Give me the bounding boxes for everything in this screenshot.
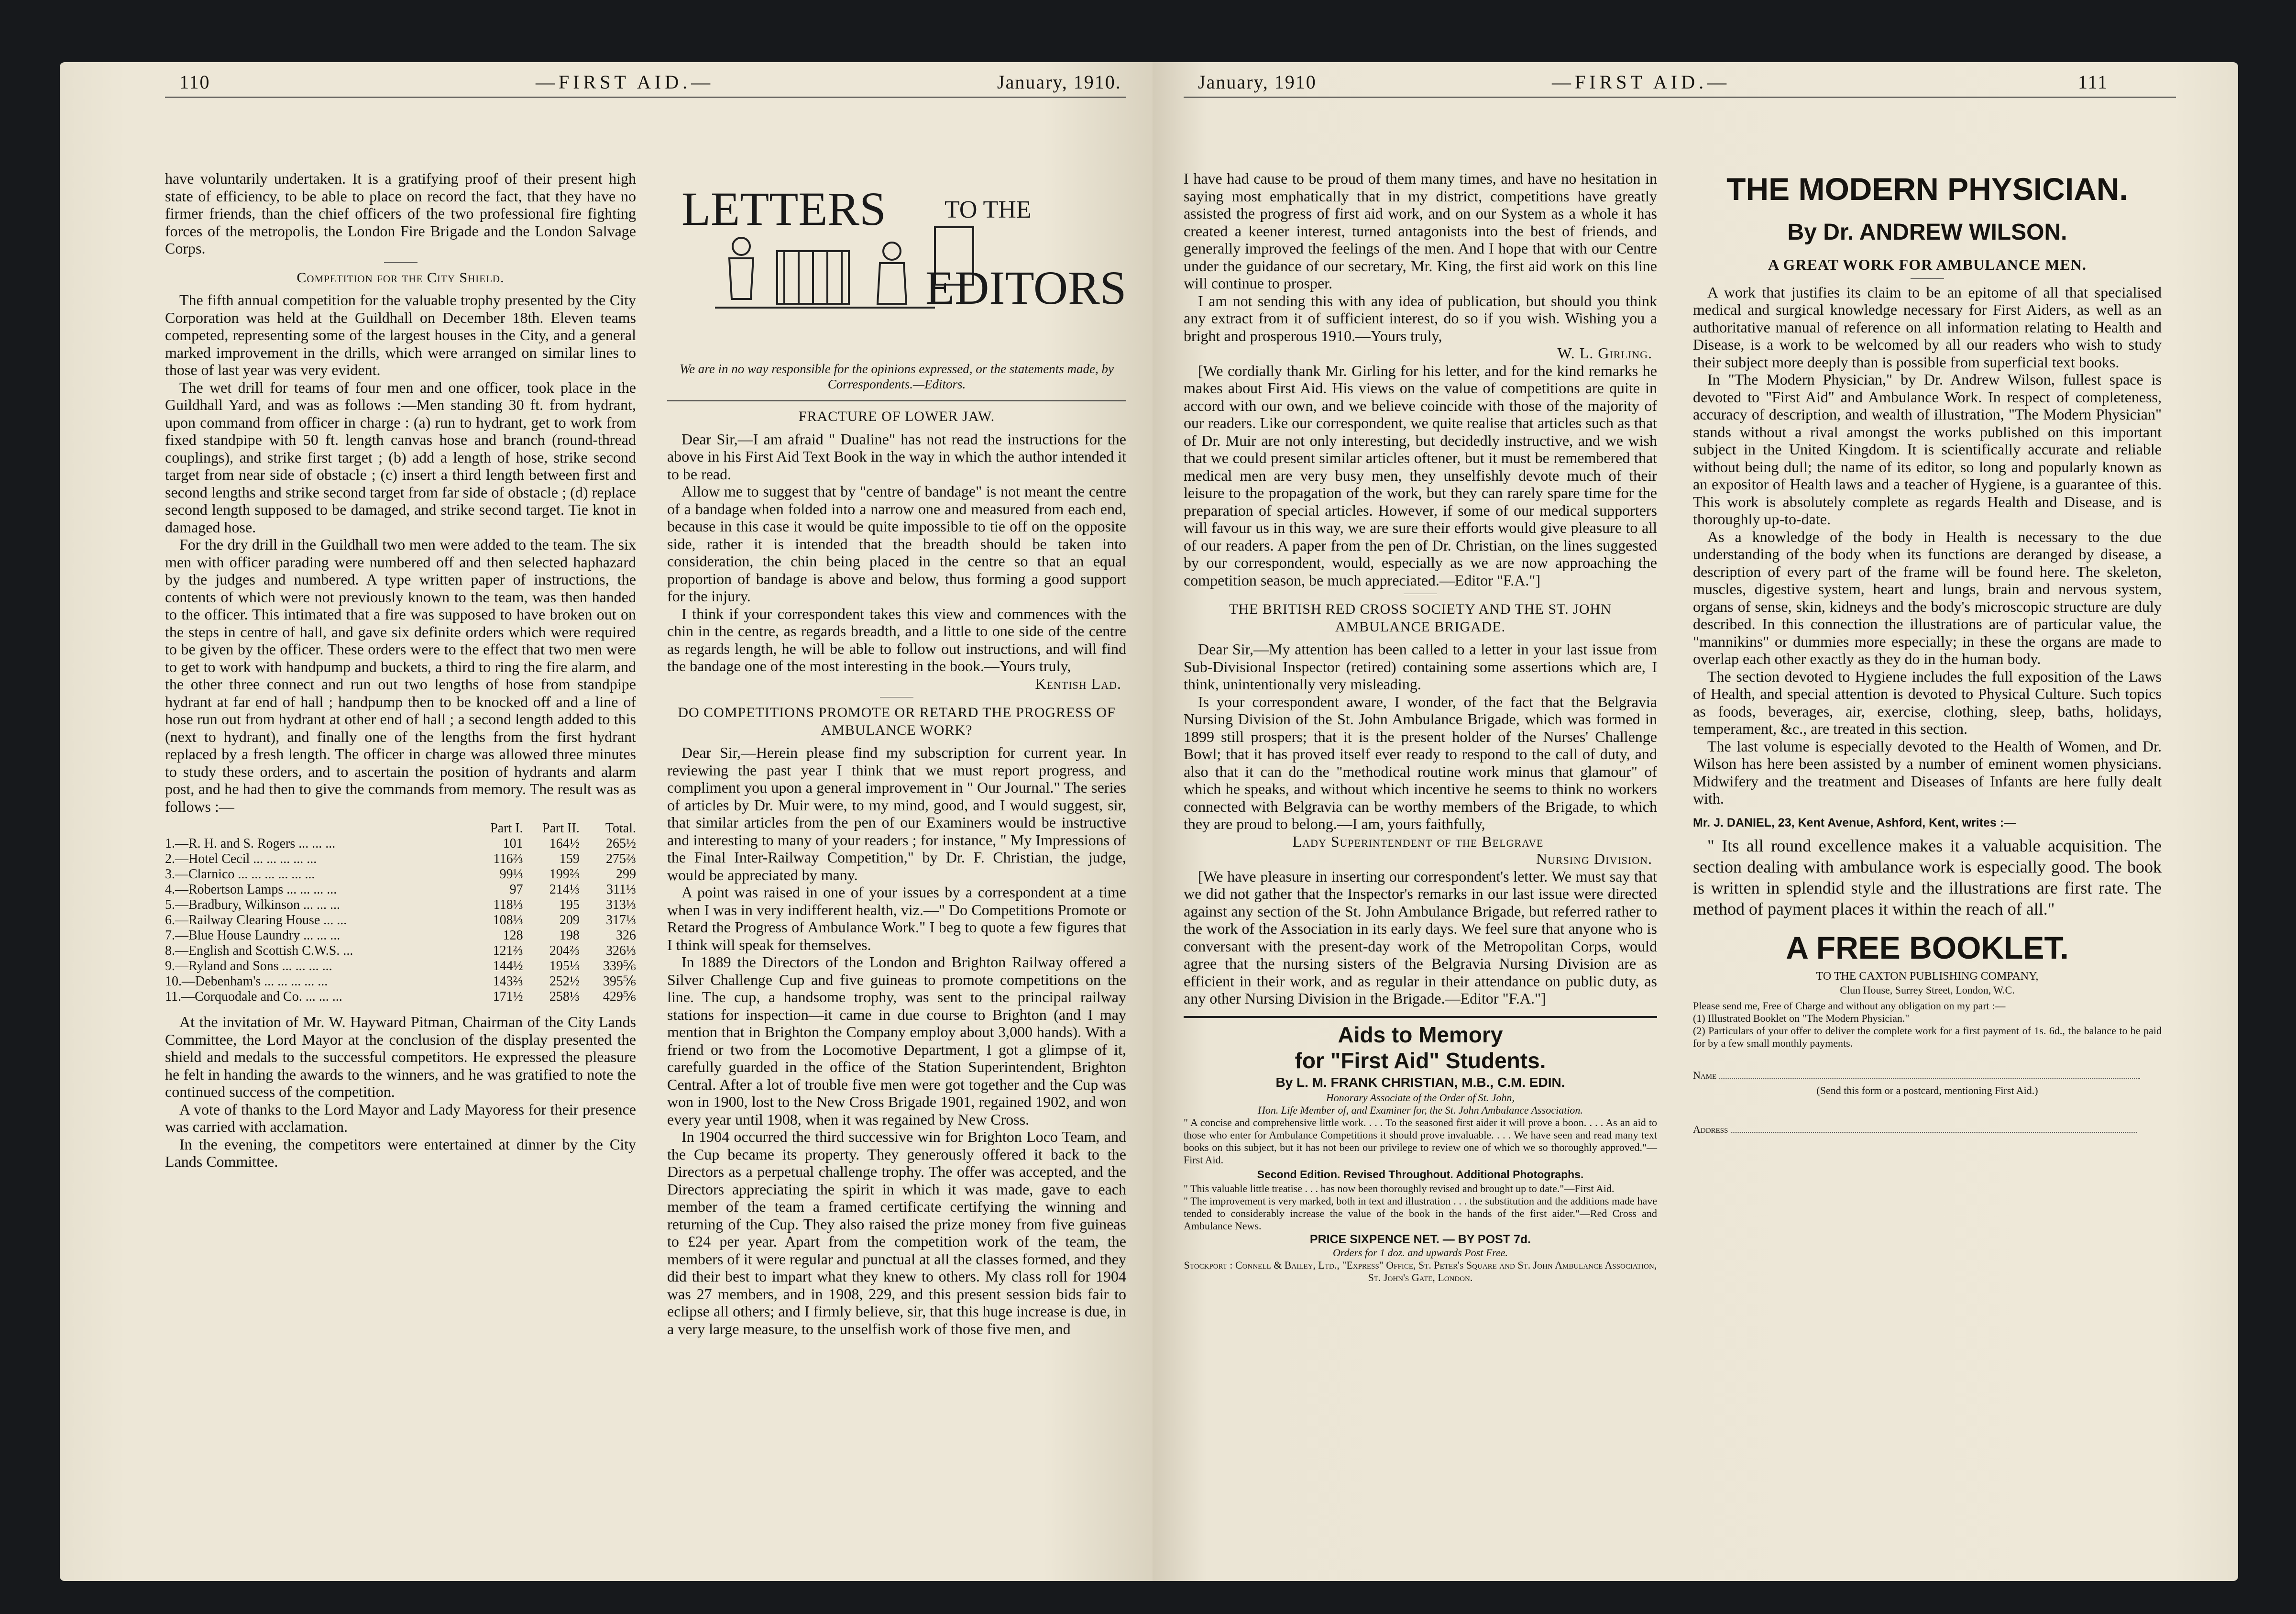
left-column-1: [165, 170, 636, 1171]
total: 265½: [606, 836, 636, 851]
paragraph: Allow me to suggest that by "centre of bandage" is not meant the centre of a bandage when folded into a narrow one and measured from each end, because in this case it would be quite impossible to tie off on the opposite side, rather it is intended that the breadth should be taken into consideration, the chin being placed in the centre so that an equal proportion of bandage is above and below, thus forming a good support for the injury.: [667, 483, 1126, 605]
team-name: 5.—Bradbury, Wilkinson ... ... ...: [165, 897, 340, 912]
section-heading: Competition for the City Shield.: [297, 269, 505, 286]
signature: Kentish Lad.: [1035, 674, 1121, 692]
total: 429⅚: [603, 989, 636, 1004]
total: 311⅓: [606, 882, 636, 897]
masthead-to-the: TO THE: [945, 196, 1032, 223]
form-item: (2) Particulars of your offer to deliver the complete work for a first payment of 1s. 6d., the balance to be paid for by a few small monthly payments.: [1693, 1025, 2162, 1049]
total: 339⅚: [603, 959, 636, 973]
paragraph: In 1889 the Directors of the London and Brighton Railway offered a Silver Challenge Cup and five guineas to promote competitions on the line. The cup, a handsome trophy, was sent to the principal railway stations for inspection—it came in due course to Brighton (and I may mention that in Brighton the Company employ about 3,000 hands). With a friend or two from the Locomotive Department, I got a glimpse of it, carefully guarded in the office of the Station Superintendent, Brighton Central. After a lot of trouble five men were got together and the Cup was won in 1900, lost to the New Cross Brigade 1901, regained 1902, and won every year until 1908, when it was regained by New Cross.: [667, 953, 1126, 1128]
paragraph: I am not sending this with any idea of publication, but should you think any extract from it of sufficient interest, do so if you wish. Wishing you a bright and prosperous 1910.—Yours truly,: [1184, 292, 1657, 344]
team-name: 3.—Clarnico ... ... ... ... ... ...: [165, 867, 315, 882]
header-rule-left: [165, 97, 1126, 98]
testimonial: " Its all round excellence makes it a valuable acquisition. The section dealing with ambulance work is especially good. The book is written in splendid style and the illustrations are first rate. The method of payment places it within the reach of all.": [1693, 836, 2162, 918]
team-name: 1.—R. H. and S. Rogers ... ... ...: [165, 836, 336, 851]
intro-paragraph: have voluntarily undertaken. It is a gratifying proof of their present high state of efficiency, to be able to place on record the fact, that they have no firmer friends, than the chief officers of the two professional fire fighting forces of the metropolis, the London Fire Brigade and the London Salvage Corps.: [165, 170, 636, 257]
paragraph: Dear Sir,—My attention has been called to a letter in your last issue from Sub-Divisional Inspector (retired) containing some assertions which are, I think, unintentionally very misleading.: [1184, 641, 1657, 693]
modern-physician-subtitle: A GREAT WORK FOR AMBULANCE MEN.: [1768, 256, 2087, 273]
table-row: [165, 943, 636, 959]
paragraph: The last volume is especially devoted to the Health of Women, and Dr. Wilson has here been assisted by a number of eminent women physicians. Midwifery and the treatment and Diseases of Infants are here fully dealt with.: [1693, 737, 2162, 807]
date-left: January, 1910.: [997, 71, 1121, 93]
team-name: 7.—Blue House Laundry ... ... ...: [165, 928, 341, 943]
paragraph: The fifth annual competition for the valuable trophy presented by the City Corporation was held at the Guildhall on December 18th. Eleven teams competed, representing some of the largest houses in the City, and a general marked improvement in the drills, which were arranged on similar lines to those of last year was very evident.: [165, 291, 636, 378]
testimonial-intro: Mr. J. DANIEL, 23, Kent Avenue, Ashford, Kent, writes :—: [1693, 816, 2016, 829]
team-name: 10.—Debenham's ... ... ... ... ...: [165, 974, 328, 989]
form-item: (1) Illustrated Booklet on "The Modern Physician.": [1693, 1012, 1910, 1024]
right-column-2: [1693, 170, 2162, 1138]
letter-title: THE BRITISH RED CROSS SOCIETY AND THE ST. JOHN AMBULANCE BRIGADE.: [1229, 601, 1612, 635]
paragraph: The section devoted to Hygiene includes the full exposition of the Laws of Health, and special attention is devoted to Physical Culture. Such topics as foods, beverages, air, exercise, clothing, sleep, baths, holidays, temperament, &c., are treated in this section.: [1693, 667, 2162, 737]
modern-physician-title: THE MODERN PHYSICIAN.: [1726, 171, 2128, 207]
total: 326: [616, 928, 636, 943]
total: 299: [616, 867, 636, 882]
letter-title: FRACTURE OF LOWER JAW.: [798, 409, 995, 424]
company-name: TO THE CAXTON PUBLISHING COMPANY,: [1816, 970, 2039, 983]
paragraph: In the evening, the competitors were entertained at dinner by the City Lands Committee.: [165, 1135, 636, 1170]
team-name: 6.—Railway Clearing House ... ...: [165, 913, 347, 928]
name-label: Name: [1693, 1069, 1717, 1081]
paragraph: At the invitation of Mr. W. Hayward Pitman, Chairman of the City Lands Committee, the Lord Mayor at the conclusion of the display presented the shield and medals to the successful competitors. He expressed the pleasure he felt in handing the awards to the winners, and he was gratified to note the continued success of the competition.: [165, 1013, 636, 1100]
ad-quote: " A concise and comprehensive little work. . . . To the seasoned first aider it will prove a boon. . . . As an aid to those who enter for Ambulance Competitions it should prove invaluable. . . . We have seen and read many text books on this subject, but it has not been our privilege to review one of which we so thoroughly approved."—First Aid.: [1184, 1116, 1657, 1166]
paragraph: Dear Sir,—I am afraid " Dualine" has not read the instructions for the above in his First Aid Text Book in the way in which the author intended it to be read.: [667, 430, 1126, 483]
running-head-right: —FIRST AID.—: [1552, 71, 1731, 93]
table-row: [165, 913, 636, 928]
table-row: [165, 989, 636, 1005]
paragraph: A point was raised in one of your issues by a correspondent at a time when I was in very indifferent health, viz.—" Do Competitions Promote or Retard the Progress of Ambulance Work." I beg to quote a few figures that I think will speak for themselves.: [667, 884, 1126, 953]
team-name: 9.—Ryland and Sons ... ... ... ...: [165, 959, 332, 973]
masthead-title-1: LETTERS: [681, 182, 886, 235]
team-name: 2.—Hotel Cecil ... ... ... ... ...: [165, 851, 317, 866]
results-table: [165, 821, 636, 1005]
table-row: [165, 897, 636, 913]
paragraph: I have had cause to be proud of them many times, and have no hesitation in saying most emphatically that in my district, competitions have greatly assisted the progress of first aid work, and on our System as a whole it has created a keener interest, turned antagonists into the best of friends, and generally improved the feelings of the men. And I hope that with our Centre under the guidance of our secretary, Mr. King, the first aid work on this line will continue to prosper.: [1184, 170, 1657, 292]
score: 258⅓: [549, 989, 580, 1004]
page-number-right: 111: [2078, 71, 2109, 93]
score: 128: [503, 928, 523, 943]
score: 209: [559, 913, 580, 928]
name-blank[interactable]: [1719, 1078, 2140, 1079]
free-booklet-title: A FREE BOOKLET.: [1786, 930, 2069, 965]
ad-price: PRICE SIXPENCE NET. — BY POST 7d.: [1309, 1232, 1531, 1246]
page-number-left: 110: [179, 71, 210, 93]
ad-orders: Orders for 1 doz. and upwards Post Free.: [1332, 1246, 1508, 1259]
separator: [1911, 278, 1944, 279]
total: 275⅔: [606, 851, 636, 866]
score: 195⅓: [549, 959, 580, 973]
ad-quote: " The improvement is very marked, both in text and illustration . . . the substitution and the additions made have tended to considerably increase the value of the book in the hands of the first aider."—Red Cross and Ambulance News.: [1184, 1194, 1657, 1232]
score: 108⅓: [493, 913, 523, 928]
address-field[interactable]: [1693, 1121, 2162, 1139]
score: 214⅓: [549, 882, 580, 897]
results-header: Part II.: [542, 821, 580, 836]
table-row: [165, 974, 636, 989]
ad-title: Aids to Memory: [1338, 1022, 1503, 1047]
results-header-row: [165, 821, 636, 836]
total: 313⅓: [606, 897, 636, 912]
results-header: Part I.: [490, 821, 523, 836]
ad-publisher: Stockport : Connell & Bailey, Ltd., "Express" Office, St. Peter's Square and St. John Ambulance Association, St. John's Gate, London.: [1184, 1259, 1657, 1283]
paragraph: The wet drill for teams of four men and one officer, took place in the Guildhall Yard, and was as follows :—Men standing 30 ft. from hydrant, upon command from officer in charge : (a) run to hydrant, get to work from fixed standpipe with 50 ft. length canvas hose and branch (round-thread couplings), and strike first target ; (b) add a length of hose, strike second target from near side of obstacle ; (c) insert a third length between first and second lengths and strike second target from far side of obstacle ; (d) replace second length supposed to be damaged, and strike second target. Tie knot in damaged hose.: [165, 378, 636, 536]
disclaimer: We are in no way responsible for the opinions expressed, or the statements made, by Correspondents.—Editors.: [680, 362, 1114, 391]
letters-illustration: [667, 179, 1126, 371]
score: 143⅔: [493, 974, 523, 989]
ad-honorary: Honorary Associate of the Order of St. John,: [1326, 1091, 1515, 1104]
score: 144½: [493, 959, 523, 973]
results-header: Total.: [605, 821, 636, 836]
table-row: [165, 928, 636, 943]
score: 118⅓: [493, 897, 523, 912]
paragraph: For the dry drill in the Guildhall two men were added to the team. The six men with officer parading were numbered off and then selected haphazard by the judges and numbered. A type written paper of instructions, the contents of which were not previously known to the team, was then handed to the officer. This intimated that a fire was supposed to have broken out on the steps in centre of hall, and gave six definite orders which were required to be given by the officer. These orders were to the effect that two men were to get to work with handpump and buckets, a third to ring the fire alarm, and the other three connect and run out two lengths of hose from standpipe hydrant at far end of hall ; handpump then to be knocked off and a line of hose run out from hydrant at other end of hall ; a second length added to this (next to hydrant), and finally one of the lengths from the first hydrant replaced by a fresh length. The officer in charge was allowed three minutes to study these orders, and to ascertain the position of hydrants and alarm post, and he had then to give the commands from memory. The result was as follows :—: [165, 536, 636, 815]
form-intro: Please send me, Free of Charge and without any obligation on my part :—: [1693, 1000, 2006, 1012]
score: 164½: [549, 836, 580, 851]
letters-masthead: [667, 179, 1126, 371]
score: 198: [559, 928, 580, 943]
team-name: 4.—Robertson Lamps ... ... ... ...: [165, 882, 337, 897]
ad-author: By L. M. FRANK CHRISTIAN, M.B., C.M. EDIN.: [1275, 1074, 1565, 1090]
ad-top-rule: [1184, 1016, 1657, 1018]
ad-title: for "First Aid" Students.: [1295, 1048, 1546, 1073]
masthead-title-2: EDITORS: [925, 261, 1126, 314]
score: 159: [559, 851, 580, 866]
separator: [384, 262, 417, 263]
ad-hon-life: Hon. Life Member of, and Examiner for, the St. John Ambulance Association.: [1258, 1104, 1583, 1116]
table-row: [165, 867, 636, 882]
table-row: [165, 851, 636, 867]
score: 101: [503, 836, 523, 851]
signature: W. L. Girling.: [1557, 344, 1652, 362]
signature: Nursing Division.: [1536, 850, 1652, 867]
company-address: Clun House, Surrey Street, London, W.C.: [1840, 984, 2015, 996]
ad-edition: Second Edition. Revised Throughout. Additional Photographs.: [1257, 1168, 1584, 1181]
address-label: Address: [1693, 1123, 1728, 1135]
paragraph: A work that justifies its claim to be an epitome of all that specialised medical and surgical knowledge necessary for First Aiders, as well as an authoritative manual of reference on all information relating to Health and Disease, is a work to be welcomed by all our readers who wish to study their subject more deeply than is possible from superficial text books.: [1693, 283, 2162, 371]
address-blank[interactable]: [1731, 1132, 2137, 1133]
paragraph: Dear Sir,—Herein please find my subscription for current year. In reviewing the past year I think that we must report progress, and compliment you upon a general improvement in " Our Journal." The series of articles by Dr. Muir were, to my mind, good, and I would suggest, sir, that similar articles from the pen of our Examiners would be instructive and interesting to many of your readers ; for instance, " My Impressions of the Final Inter-Railway Competition," by Dr. F. Christian, the judge, would be appreciated by many.: [667, 744, 1126, 884]
running-head-left: —FIRST AID.—: [536, 71, 714, 93]
score: 252½: [549, 974, 580, 989]
team-name: 11.—Corquodale and Co. ... ... ...: [165, 989, 342, 1004]
paragraph: In 1904 occurred the third successive win for Brighton Loco Team, and the Cup became its property. They generously offered it back to the Directors as a perpetual challenge trophy. The offer was accepted, and the Directors appreciating the spirit in which it was made, gave to each member of the team a framed certificate certifying the winning and returning of the Cup. They also raised the prize money from five guineas to £24 per year. Apart from the competition work of the team, the members of it were regular and punctual at all the classes formed, and they did their best to impart what they knew to others. My class roll for 1904 was 27 members, and in 1908, 229, and this present session bids fair to eclipse all others; and I firmly believe, sir, that this huge increase is due, in a very large measure, to the unselfish work of those five men, and: [667, 1128, 1126, 1338]
left-column-2: [667, 179, 1126, 1338]
editor-note: [We cordially thank Mr. Girling for his letter, and for the kind remarks he makes about First Aid. His views on the value of competitions are quite in accord with our own, and we believe coincide with those of the majority of our readers. Like our correspondent, we quite realise that articles such as that of Dr. Muir are not only interesting, but decidedly instructive, and we wish that we could present similar articles oftener, but it must be remembered that medical men are very busy men, they unselfishly devote much of their leisure to the propagation of the work, but they can rarely spare time for the preparation of special articles. However, if some of our medical supporters will favour us in this way, we are sure their efforts would give pleasure to all of our readers. A paper from the pen of Dr. Christian, on the lines suggested by our correspondent, would, especially as we are now approaching the competition season, be much appreciated.—Editor "F.A."]: [1184, 362, 1657, 589]
editor-note: [We have pleasure in inserting our correspondent's letter. We must say that we did not gather that the Inspector's remarks in our last issue were directed against any section of the St. John Ambulance Brigade, but referred rather to the work of the Association in its early days. We feel sure that anyone who is conversant with the present-day work of the Metropolitan Corps, would agree that the nursing sisters of the Belgravia Nursing Division are as efficient in their work, and as regular in their attendance on public duty, as any other Nursing Division in the Brigade.—Editor "F.A."]: [1184, 867, 1657, 1007]
right-column-1: [1184, 170, 1657, 1284]
total: 317⅓: [606, 913, 636, 928]
score: 97: [509, 882, 523, 897]
modern-physician-byline: By Dr. ANDREW WILSON.: [1787, 220, 2067, 245]
paragraph: Is your correspondent aware, I wonder, of the fact that the Belgravia Nursing Division of the St. John Ambulance Brigade, which was formed in 1899 still prospers; that it is the present holder of the Nurses' Challenge Bowl; that it has proved itself ever ready to respond to the call of duty, and also that it can do the "methodical routine work minus that glamour" of which he speaks, and without which incentive he seems to think no workers connected with Belgravia can be worthy members of the Brigade, to which they are proud to belong.—I am, yours faithfully,: [1184, 693, 1657, 832]
header-rule-right: [1184, 97, 2176, 98]
form-note: (Send this form or a postcard, mentioning First Aid.): [1816, 1084, 2038, 1096]
score: 199⅔: [549, 867, 580, 882]
date-right: January, 1910: [1198, 71, 1317, 93]
masthead-rule: [667, 400, 1126, 401]
paragraph: I think if your correspondent takes this view and commences with the chin in the centre, as regards breadth, and a little to one side of the centre as regards length, he will be able to follow out instructions, and will find the bandage one of the most interesting in the book.—Yours truly,: [667, 605, 1126, 674]
total: 326⅓: [606, 943, 636, 958]
total: 395⅚: [603, 974, 636, 989]
team-name: 8.—English and Scottish C.W.S. ...: [165, 943, 353, 958]
paragraph: In "The Modern Physician," by Dr. Andrew Wilson, fullest space is devoted to "First Aid" and Ambulance Work. In respect of completeness, accuracy of description, and wealth of illustration, "The Modern Physician" stands without a rival amongst the works published on this important subject in the United Kingdom. It is scientifically accurate and reliable without being dull; the name of its editor, so long and popularly known as an expositor of Health laws and a teacher of Hygiene, is a guarantee of this. This work is absolutely complete as regards Health and Disease, and is thoroughly up-to-date.: [1693, 371, 2162, 528]
letter-title: DO COMPETITIONS PROMOTE OR RETARD THE PROGRESS OF AMBULANCE WORK?: [678, 705, 1116, 738]
name-field[interactable]: [1693, 1067, 2162, 1084]
table-row: [165, 959, 636, 974]
score: 171½: [493, 989, 523, 1004]
score: 99⅓: [499, 867, 523, 882]
score: 195: [559, 897, 580, 912]
ad-quote: " This valuable little treatise . . . has now been thoroughly revised and brought up to date."—First Aid.: [1184, 1182, 1615, 1194]
table-row: [165, 882, 636, 897]
figure-head-icon: [733, 238, 750, 255]
paragraph: As a knowledge of the body in Health is necessary to the due understanding of the body when its functions are deranged by disease, a description of every part of the frame will be found here. The skeleton, muscles, digestive system, heart and lungs, brain and nervous system, organs of sense, skin, kidneys and the body's microscopic structure are duly described. In this connection the illustrations are of particular value, the "mannikins" or dummies more especially; in these the organs are made to overlap each other exactly as they do in the human body.: [1693, 528, 2162, 667]
score: 116⅔: [493, 851, 523, 866]
score: 121⅔: [493, 943, 523, 958]
signature: Lady Superintendent of the Belgrave: [1292, 832, 1544, 850]
score: 204⅔: [549, 943, 580, 958]
results-header: [165, 821, 466, 836]
aids-to-memory-ad: [1184, 1022, 1657, 1284]
figure-head-icon: [883, 243, 901, 260]
paragraph: A vote of thanks to the Lord Mayor and Lady Mayoress for their presence was carried with acclamation.: [165, 1100, 636, 1135]
table-row: [165, 836, 636, 851]
